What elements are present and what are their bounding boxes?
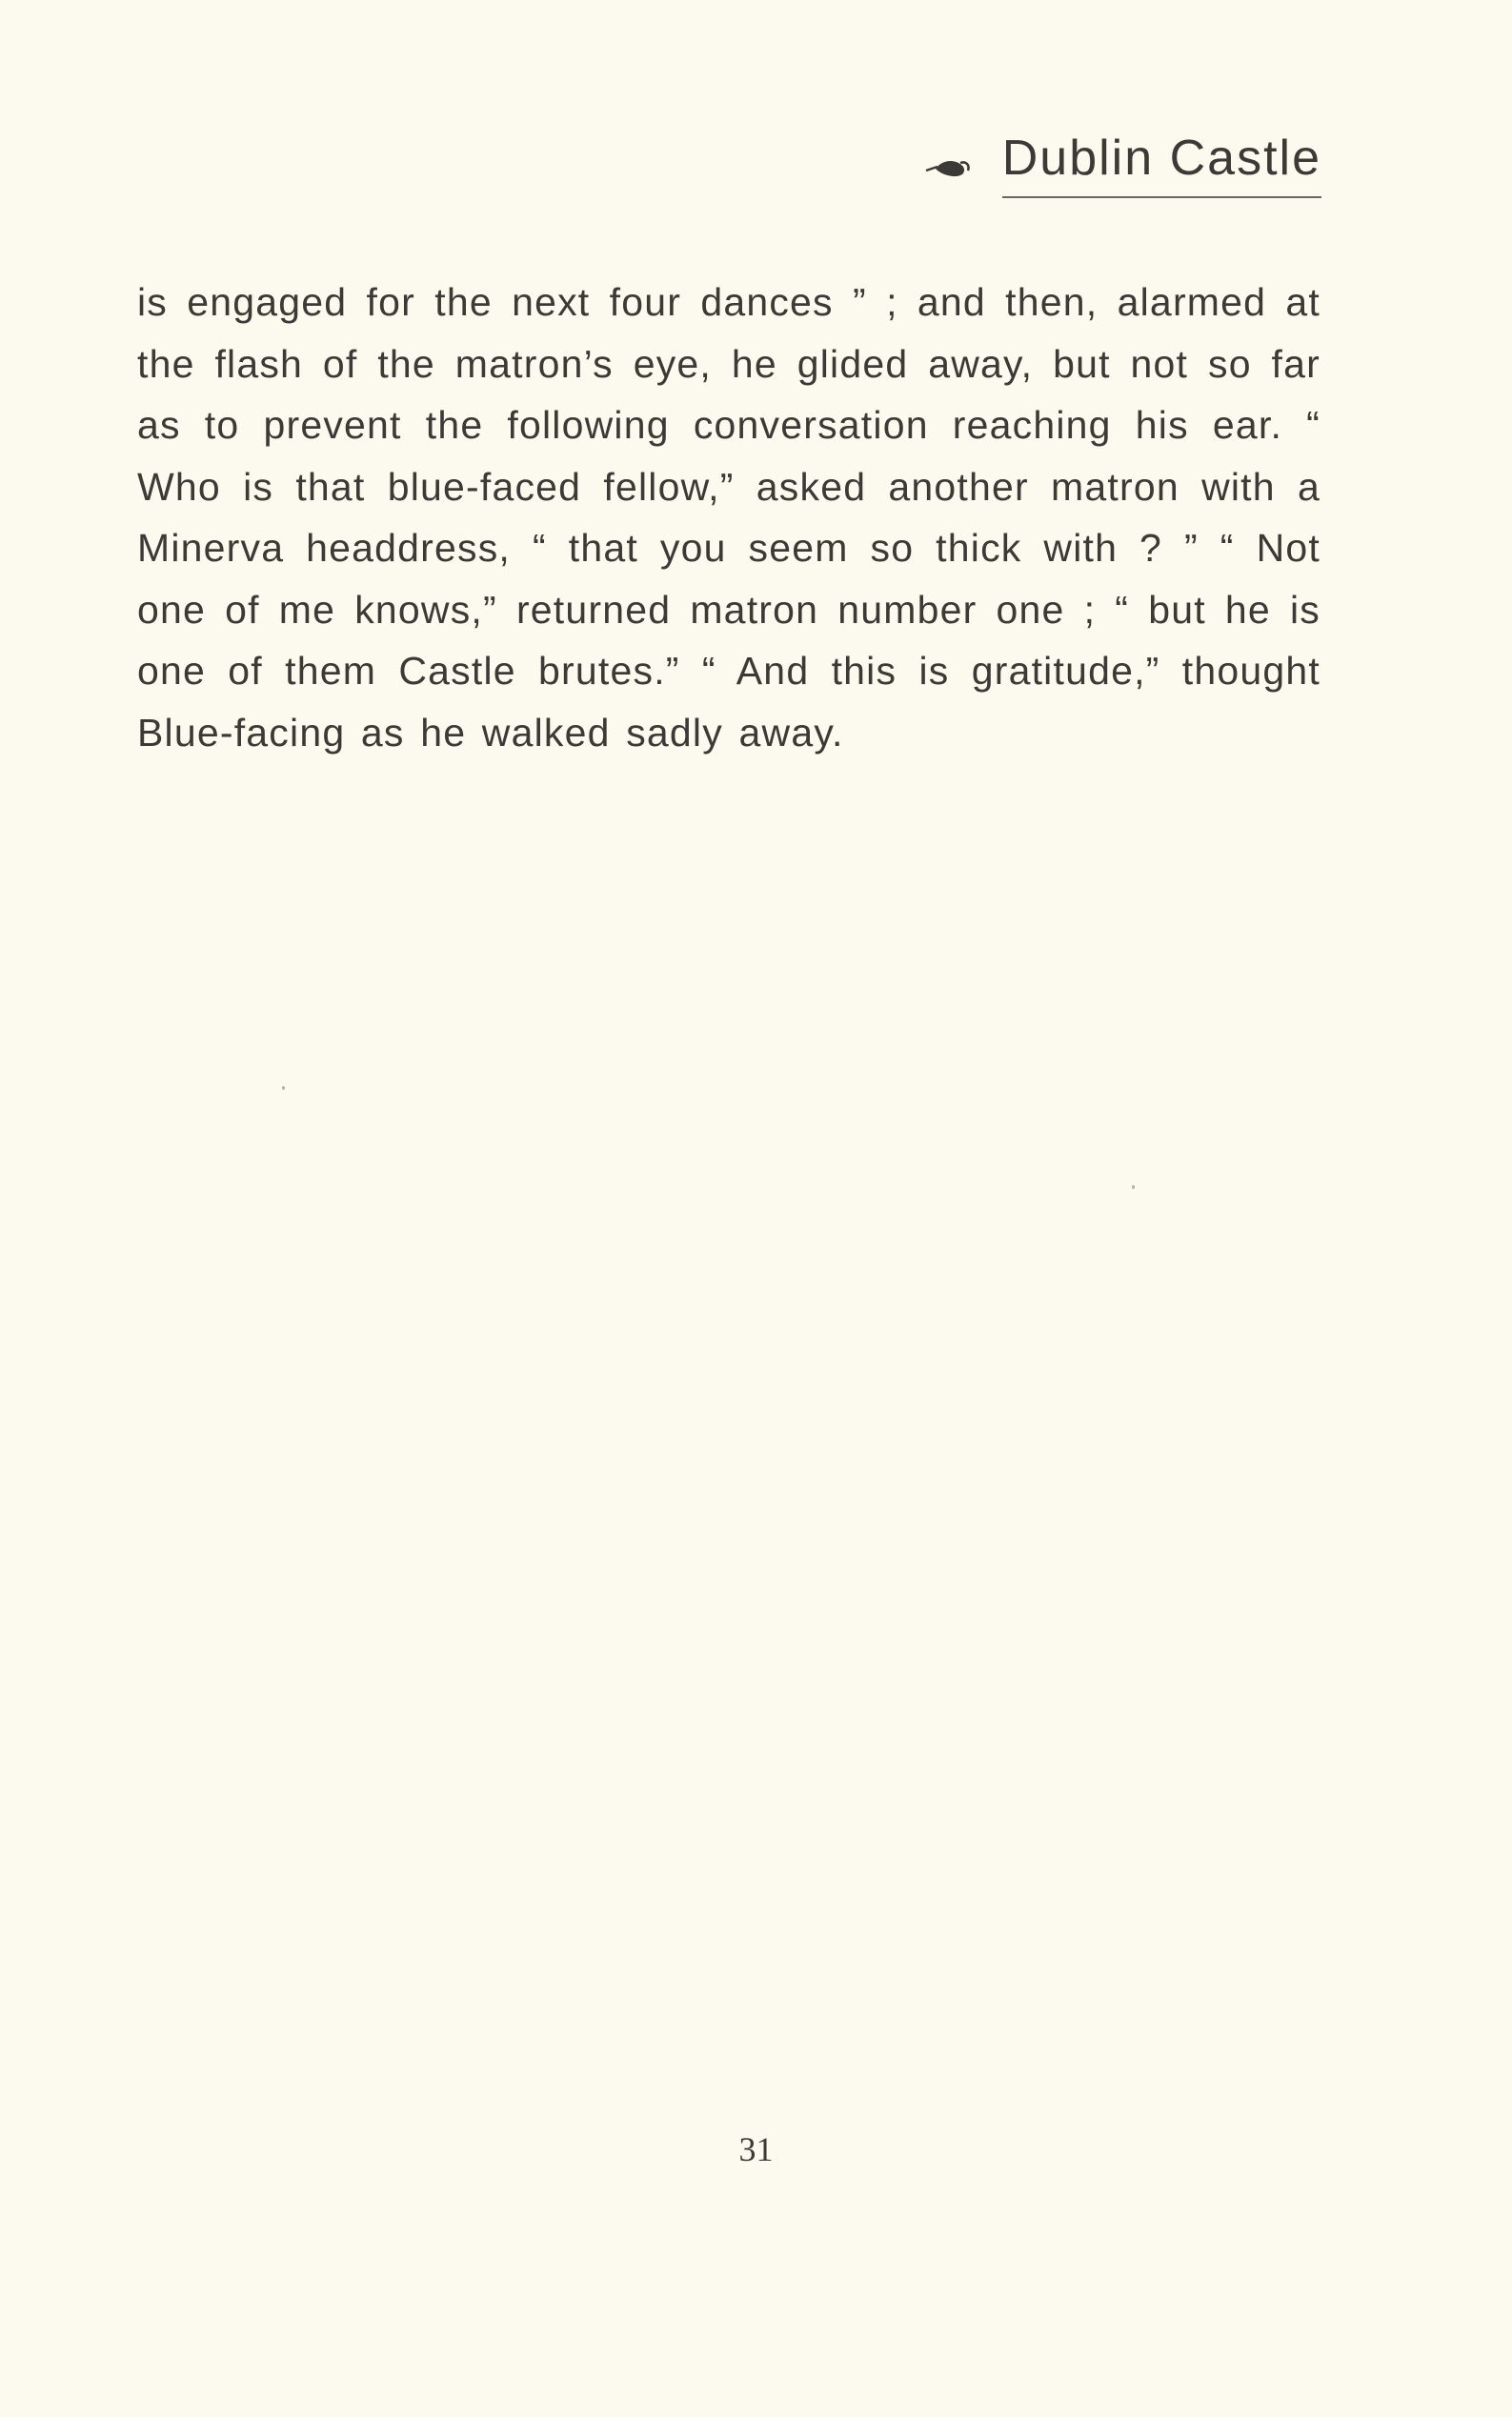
page-number: 31 — [738, 2130, 774, 2168]
running-head — [924, 133, 1321, 198]
body-paragraph: is engaged for the next four dances ” ; and then, alarmed at the flash of the matron’s eye, he glided away, but not so far as to prevent the following conversation reaching his ear. “ Who is that blue-faced fellow,” asked another matron with a Minerva headdress, “ that you seem so thick with ? ” “ Not one of me knows,” returned matron number one ; “ but he is one of them Castle brutes.” “ And this is gratitude,” thought Blue-facing as he walked sadly away. — [137, 280, 1320, 755]
pointing-hand-icon — [924, 151, 972, 180]
paper-speck — [282, 1086, 285, 1090]
paper-speck — [1132, 1185, 1135, 1189]
running-head-title: Dublin Castle — [1002, 133, 1321, 198]
